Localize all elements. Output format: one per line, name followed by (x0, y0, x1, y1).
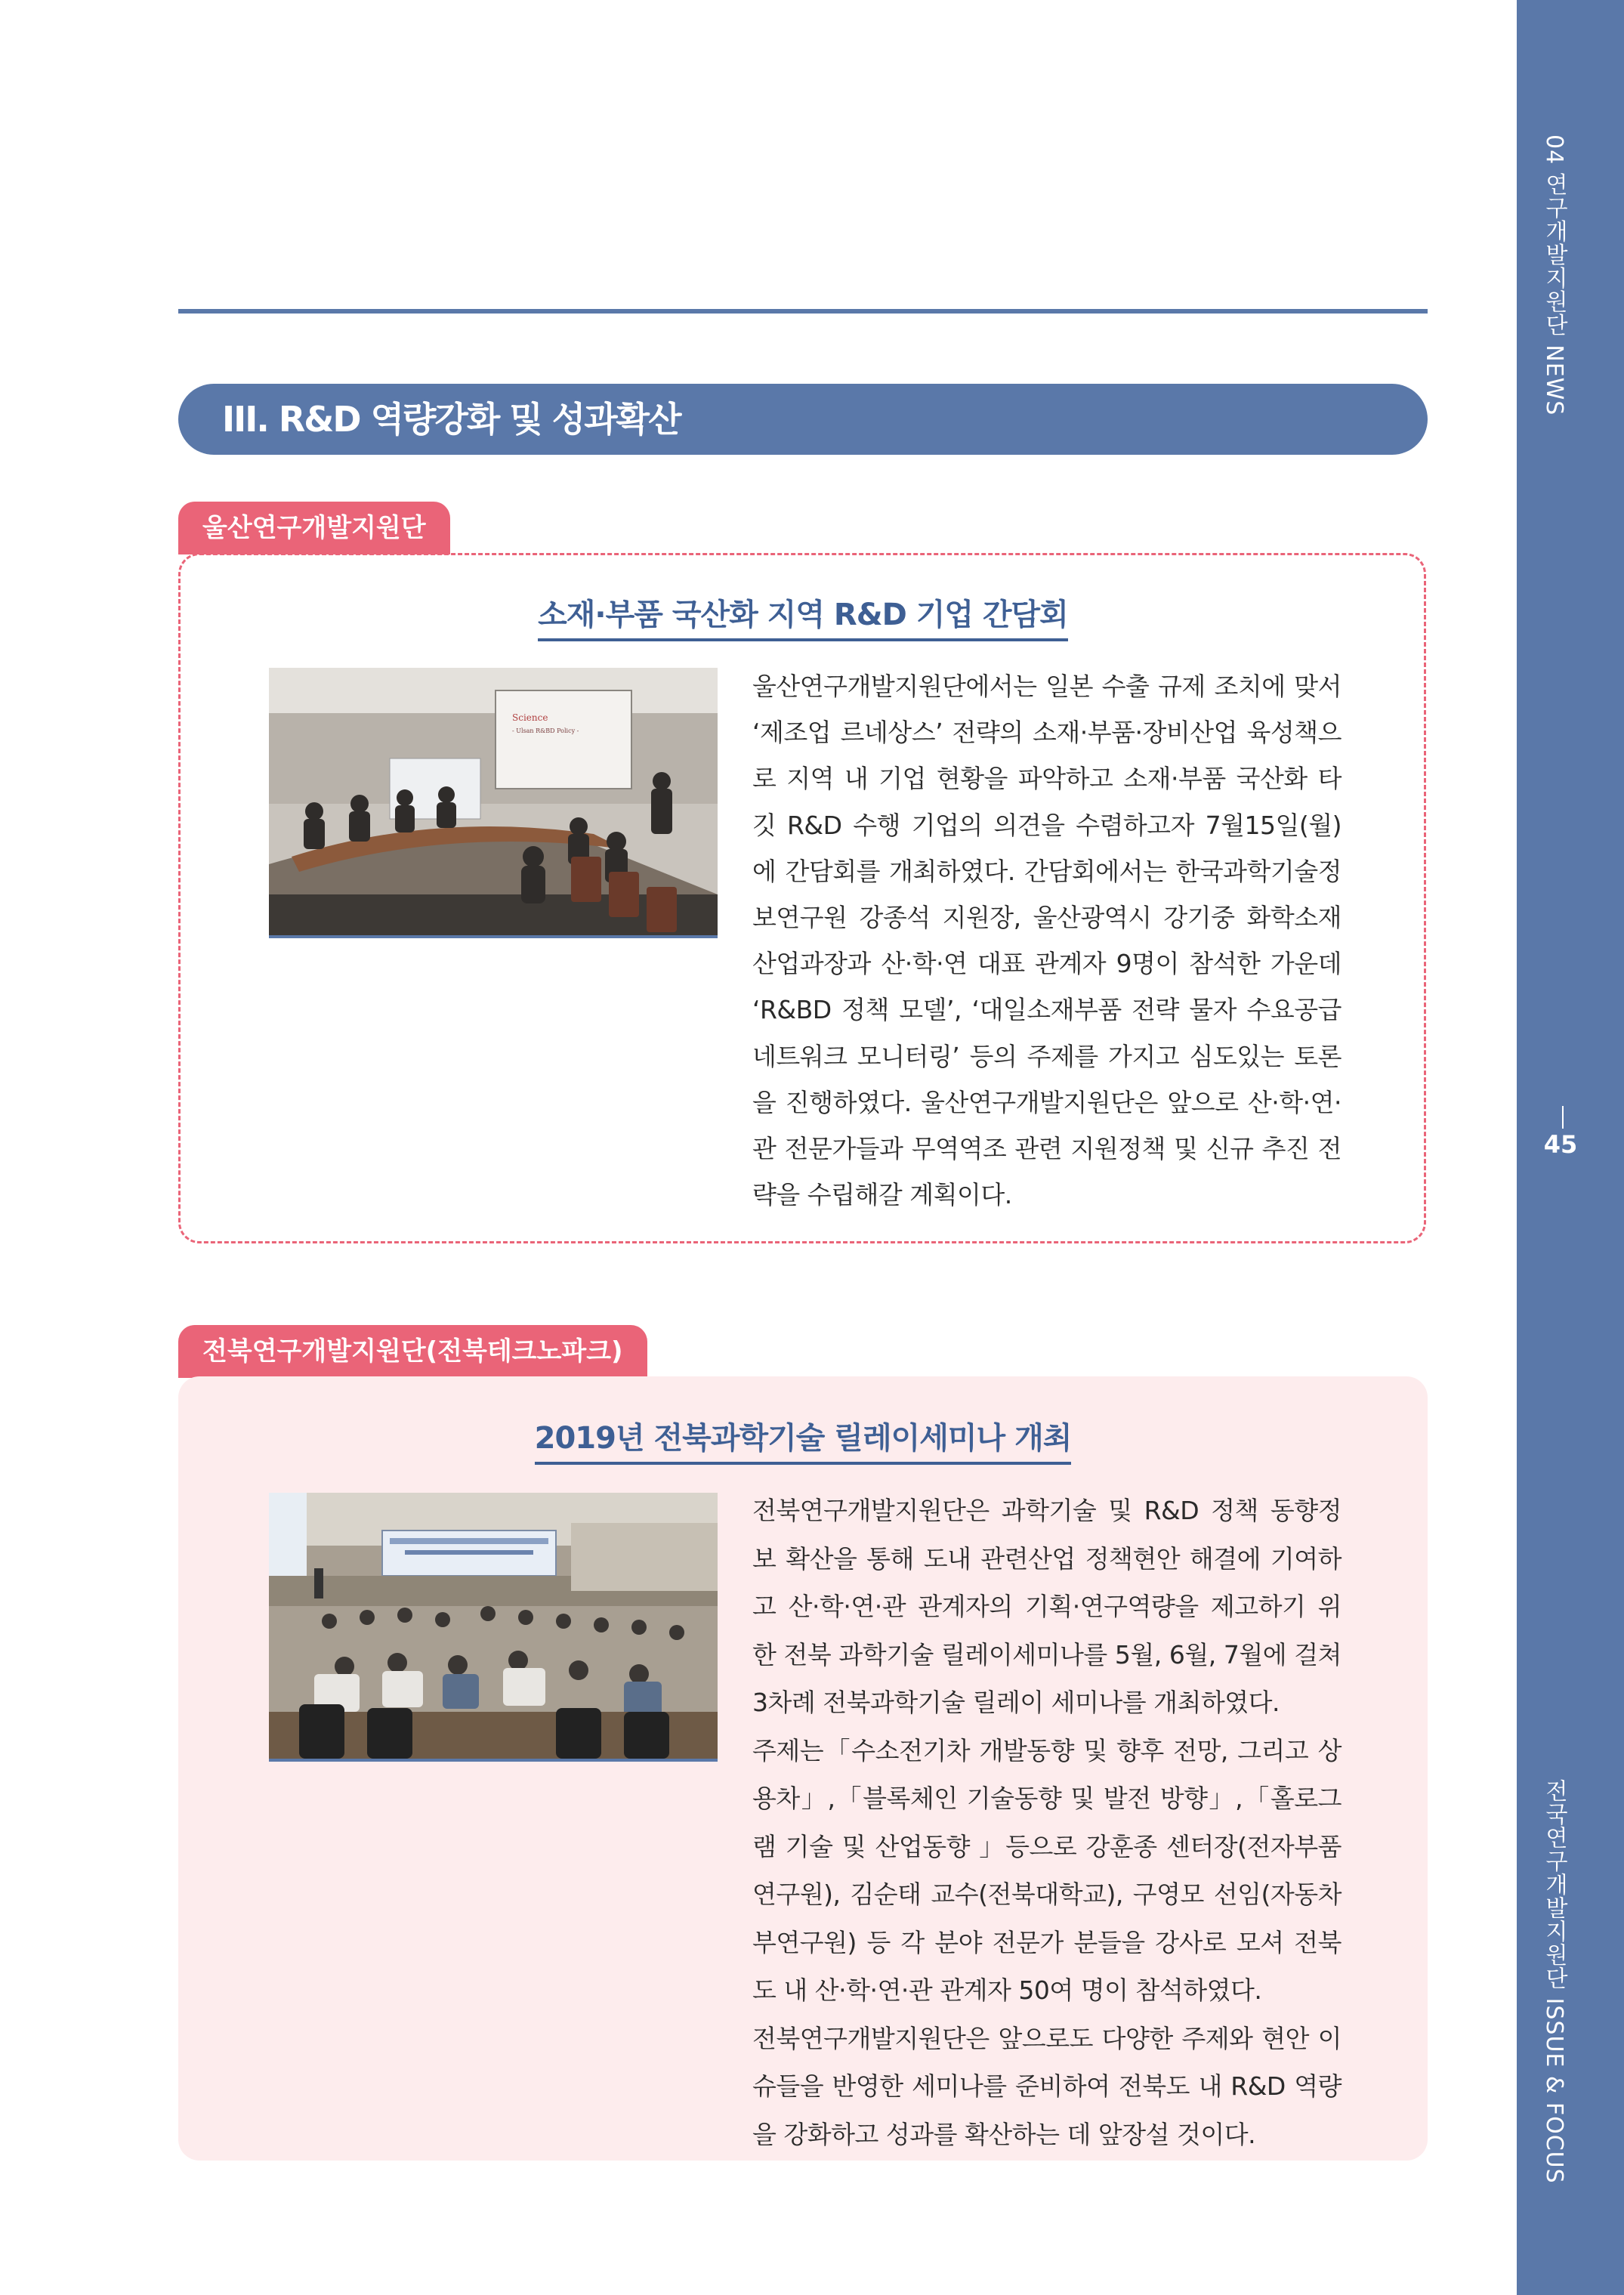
sidebar-magazine-label: 전국연구개발지원단 ISSUE & FOCUS (1541, 1779, 1567, 2184)
section-header (178, 384, 1428, 455)
photo-ulsan-meeting (269, 668, 718, 938)
section-title: III. R&D 역량강화 및 성과확산 (222, 399, 681, 440)
org-tab-ulsan: 울산연구개발지원단 (178, 502, 450, 554)
sidebar-divider (1562, 1106, 1564, 1129)
photo-jeonbuk-seminar (269, 1493, 718, 1762)
article-body-ulsan: 울산연구개발지원단에서는 일본 수출 규제 조치에 맞서 ‘제조업 르네상스’ 전략의 소재·부품·장비산업 육성책으로 지역 내 기업 현황을 파악하고 소재·부품 국산화 타깃 R&D 수행 기업의 의견을 수렴하고자 7월15일(월)에 간담회를 개최하였다. 간담회에서는 한국과학기술정보연구원 강종석 지원장, 울산광역시 강기중 화학소재산업과장과 산·학·연 대표 관계자 9명이 참석한 가운데 ‘R&BD 정책 모델’, ‘대일소재부품 전략 물자 수요공급 네트워크 모니터링’ 등의 주제를 가지고 심도있는 토론을 진행하였다. 울산연구개발지원단은 앞으로 산·학·연·관 전문가들과 무역역조 관련 지원정책 및 신규 추진 전략을 수립해갈 계획이다. (752, 672, 1341, 1210)
page-number: 45 (1543, 1130, 1578, 1159)
org-tab-jeonbuk: 전북연구개발지원단(전북테크노파크) (178, 1325, 647, 1378)
article-title-ulsan: 소재·부품 국산화 지역 R&D 기업 간담회 (0, 591, 1606, 641)
seminar-hall-illustration (269, 1493, 718, 1759)
article-title-jeonbuk: 2019년 전북과학기술 릴레이세미나 개최 (0, 1414, 1606, 1465)
article-body-jeonbuk (752, 1487, 1341, 2158)
article-body-paragraph-1: 전북연구개발지원단은 과학기술 및 R&D 정책 동향정보 확산을 통해 도내 관련산업 정책현안 해결에 기여하고 산·학·연·관 관계자의 기획·연구역량을 제고하기 위한 전북 과학기술 릴레이세미나를 5월, 6월, 7월에 걸쳐 3차례 전북과학기술 릴레이 세미나를 개최하였다. (752, 1496, 1341, 1717)
article-body-paragraph-2: 주제는「수소전기차 개발동향 및 향후 전망, 그리고 상용차」,「블록체인 기술동향 및 발전 방향」,「홀로그램 기술 및 산업동향 」등으로 강훈종 센터장(전자부품연구원), 김순태 교수(전북대학교), 구영모 선임(자동차부연구원) 등 각 분야 전문가 분들을 강사로 모셔 전북도 내 산·학·연·관 관계자 50여 명이 참석하였다. (752, 1735, 1341, 2005)
slide-text-1: Science (512, 712, 548, 723)
slide-text-2: - Ulsan R&BD Policy - (512, 727, 579, 734)
meeting-room-illustration (269, 668, 718, 935)
article-body-paragraph-3: 전북연구개발지원단은 앞으로도 다양한 주제와 현안 이슈들을 반영한 세미나를 준비하여 전북도 내 R&D 역량을 강화하고 성과를 확산하는 데 앞장설 것이다. (752, 2023, 1341, 2149)
top-divider (178, 309, 1428, 314)
sidebar-section-label: 04 연구개발지원단 NEWS (1541, 134, 1567, 416)
